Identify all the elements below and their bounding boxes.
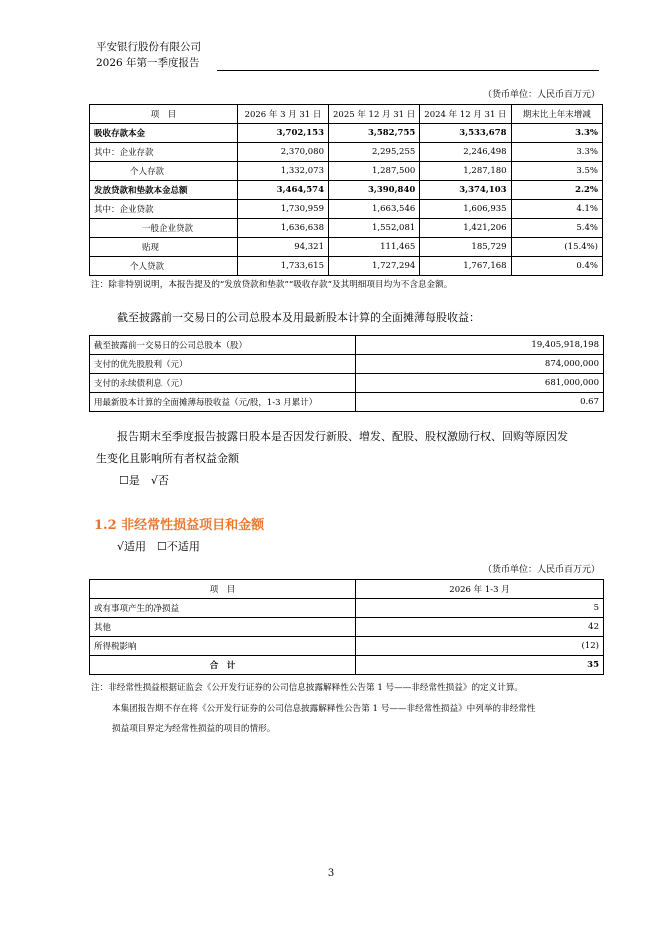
row-value: 1,636,638 [238, 219, 329, 238]
row-label: 支付的永续债利息（元） [90, 374, 356, 393]
table-row [90, 143, 603, 162]
table-header-cell: 项 目 [90, 105, 238, 124]
row-label: 所得税影响 [90, 637, 356, 656]
row-value: 3,533,678 [420, 124, 511, 143]
header-rule [217, 70, 599, 71]
row-value: 1,733,615 [238, 257, 329, 276]
row-value: 1,421,206 [420, 219, 511, 238]
table3-unit: （货币单位：人民币百万元） [482, 565, 600, 575]
total-label: 合 计 [90, 656, 356, 675]
table-row [90, 219, 603, 238]
row-value: 2,370,080 [238, 143, 329, 162]
deposits-loans-table [89, 104, 603, 276]
row-value: 3.5% [511, 162, 602, 181]
row-value: 2,295,255 [329, 143, 420, 162]
table-row [90, 637, 604, 656]
share-change-line1: 报告期末至季度报告披露日股本是否因发行新股、增发、配股、股权激励行权、回购等原因发 [117, 430, 568, 443]
table-row [90, 181, 603, 200]
row-label: 支付的优先股股利（元） [90, 355, 356, 374]
table-row [90, 238, 603, 257]
row-value: (15.4%) [511, 238, 602, 257]
row-value: 1,606,935 [420, 200, 511, 219]
eps-intro: 截至披露前一交易日的公司总股本及用最新股本计算的全面摊薄每股收益： [117, 311, 480, 324]
row-label: 发放贷款和垫款本金总额 [90, 181, 238, 200]
table-row [90, 374, 604, 393]
row-label: 个人存款 [90, 162, 238, 181]
row-value: 2.2% [511, 181, 602, 200]
applicable-options: √适用 ☐不适用 [117, 540, 200, 553]
row-value: 1,730,959 [238, 200, 329, 219]
table-row [90, 393, 604, 412]
row-value: 1,663,546 [329, 200, 420, 219]
table-header-row [90, 580, 604, 599]
company-name: 平安银行股份有限公司 [96, 41, 201, 53]
row-label: 其他 [90, 618, 356, 637]
table-row [90, 200, 603, 219]
row-value: 2,246,498 [420, 143, 511, 162]
row-value: 5.4% [511, 219, 602, 238]
row-value: 3,582,755 [329, 124, 420, 143]
section-title: 1.2 非经常性损益项目和金额 [94, 518, 265, 533]
row-value: 5 [356, 599, 604, 618]
row-value: 3,374,103 [420, 181, 511, 200]
share-change-options: ☐是 √否 [119, 474, 169, 487]
table3-note-2: 本集团报告期不存在将《公开发行证券的公司信息披露解释性公告第 1 号——非经常性损益》中列举的非经常性 [112, 704, 536, 714]
table-row [90, 336, 604, 355]
table-row [90, 599, 604, 618]
table-row [90, 618, 604, 637]
table-header-cell: 2025 年 12 月 31 日 [329, 105, 420, 124]
row-label: 其中：企业存款 [90, 143, 238, 162]
row-value: 1,332,073 [238, 162, 329, 181]
share-change-line2: 生变化且影响所有者权益金额 [96, 452, 239, 465]
table-row [90, 124, 603, 143]
table-row [90, 257, 603, 276]
row-value: 19,405,918,198 [356, 336, 604, 355]
total-value: 35 [356, 656, 604, 675]
table-header-row [90, 105, 603, 124]
row-value: 1,552,081 [329, 219, 420, 238]
row-value: 0.67 [356, 393, 604, 412]
row-label: 截至披露前一交易日的公司总股本（股） [90, 336, 356, 355]
table1-unit: （货币单位：人民币百万元） [482, 90, 600, 100]
row-value: 3,702,153 [238, 124, 329, 143]
table-row [90, 355, 604, 374]
page-number: 3 [327, 868, 335, 879]
row-label: 个人贷款 [90, 257, 238, 276]
row-label: 用最新股本计算的全面摊薄每股收益（元/股，1-3 月累计） [90, 393, 356, 412]
report-title: 2026 年第一季度报告 [96, 57, 200, 69]
row-value: 111,465 [329, 238, 420, 257]
row-value: 1,287,500 [329, 162, 420, 181]
row-label: 其中：企业贷款 [90, 200, 238, 219]
row-value: 42 [356, 618, 604, 637]
table3-note-1: 注：非经常性损益根据证监会《公开发行证券的公司信息披露解释性公告第 1 号——非经常性损益》的定义计算。 [91, 683, 524, 693]
row-label: 吸收存款本金 [90, 124, 238, 143]
row-value: 1,727,294 [329, 257, 420, 276]
total-row [90, 656, 604, 675]
row-value: 3,464,574 [238, 181, 329, 200]
row-value: 185,729 [420, 238, 511, 257]
row-value: (12) [356, 637, 604, 656]
row-value: 1,287,180 [420, 162, 511, 181]
table-row [90, 162, 603, 181]
row-value: 94,321 [238, 238, 329, 257]
row-label: 一般企业贷款 [90, 219, 238, 238]
row-value: 1,767,168 [420, 257, 511, 276]
table1-note: 注：除非特别说明，本报告提及的“发放贷款和垫款”“吸收存款”及其明细项目均为不含息金额。 [91, 280, 453, 290]
table-header-cell: 项 目 [90, 580, 356, 599]
table-header-cell: 2026 年 3 月 31 日 [238, 105, 329, 124]
row-value: 4.1% [511, 200, 602, 219]
row-value: 3,390,840 [329, 181, 420, 200]
row-value: 681,000,000 [356, 374, 604, 393]
table-header-cell: 2024 年 12 月 31 日 [420, 105, 511, 124]
row-value: 3.3% [511, 143, 602, 162]
table-header-cell: 期末比上年末增减 [511, 105, 602, 124]
row-value: 0.4% [511, 257, 602, 276]
row-label: 贴现 [90, 238, 238, 257]
eps-table [89, 335, 604, 412]
row-value: 3.3% [511, 124, 602, 143]
row-label: 或有事项产生的净损益 [90, 599, 356, 618]
non-recurring-table [89, 579, 604, 675]
table-header-cell: 2026 年 1-3 月 [356, 580, 604, 599]
table3-note-3: 损益项目界定为经常性损益的项目的情形。 [112, 724, 276, 734]
row-value: 874,000,000 [356, 355, 604, 374]
